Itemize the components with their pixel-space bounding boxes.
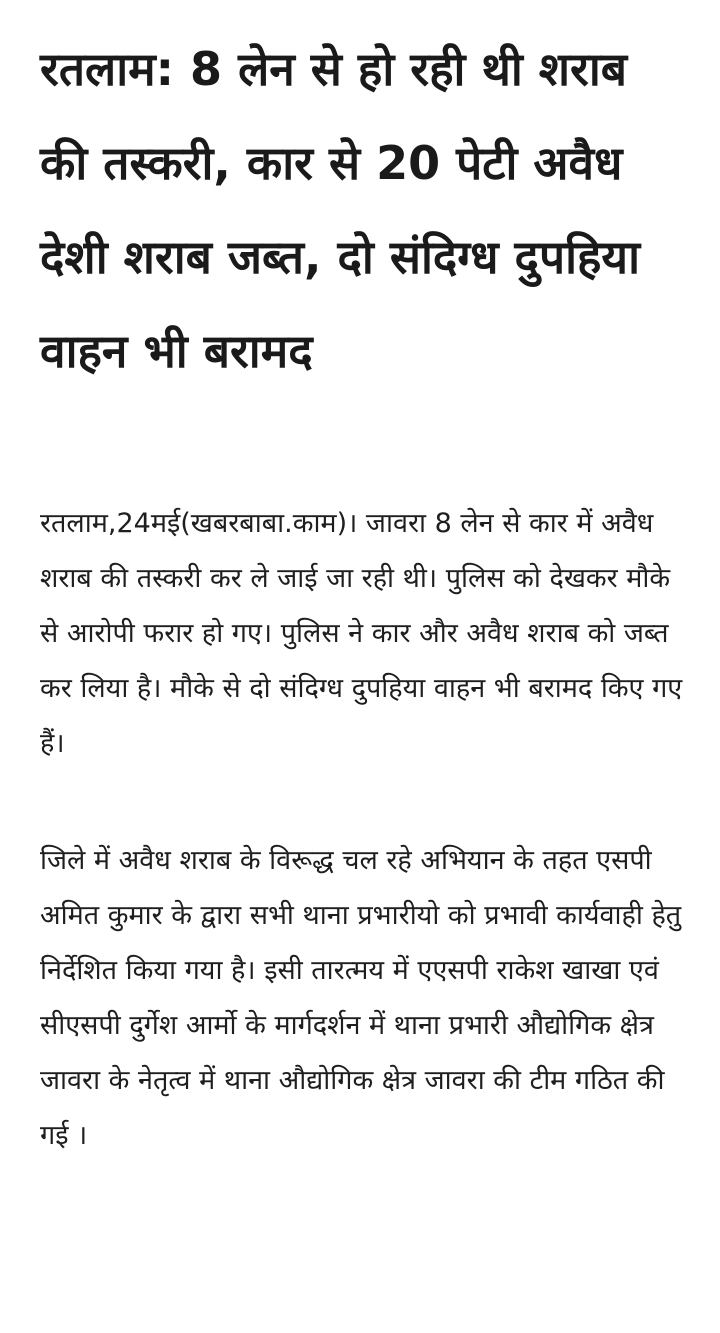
article-paragraph-1: रतलाम,24मई(खबरबाबा.काम)। जावरा 8 लेन से कार में अवैध शराब की तस्करी कर ले जाई जा रही थी। पुलिस को देखकर मौके से आरोपी फरार हो गए। पुलिस ने कार और अवैध शराब को जब्त कर लिया है। मौके से दो संदिग्ध दुपहिया वाहन भी बरामद किए गए हैं। [40, 508, 683, 759]
article-paragraph-2: जिले में अवैध शराब के विरूद्ध चल रहे अभियान के तहत एसपी अमित कुमार के द्वारा सभी थाना प्रभारीयो को प्रभावी कार्यवाही हेतु निर्देशित किया गया है। इसी तारत्मय में एएसपी राकेश खाखा एवं सीएसपी दुर्गेश आर्मो के मार्गदर्शन में थाना प्रभारी औद्योगिक क्षेत्र जावरा के नेतृत्व में थाना औद्योगिक क्षेत्र जावरा की टीम गठित की गई । [40, 845, 682, 1151]
news-article [40, 22, 690, 1163]
article-headline: रतलाम: 8 लेन से हो रही थी शराब की तस्करी, कार से 20 पेटी अवैध देशी शराब जब्त, दो संदिग्ध दुपहिया वाहन भी बरामद [40, 42, 641, 378]
